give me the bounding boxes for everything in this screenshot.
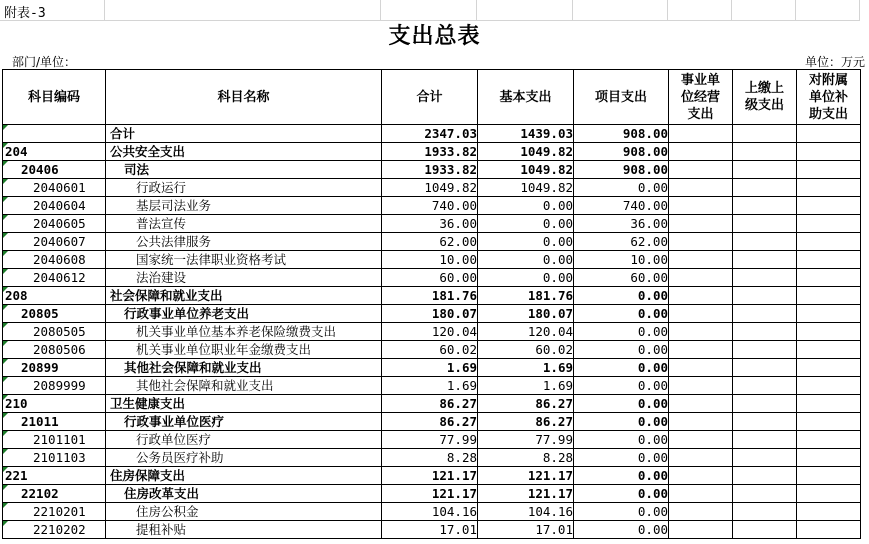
cell-subsidy[interactable] [797, 359, 861, 377]
cell-remit[interactable] [733, 161, 797, 179]
cell-basic[interactable]: 180.07 [478, 305, 574, 323]
cell-project[interactable]: 0.00 [574, 395, 669, 413]
cell-project[interactable]: 908.00 [574, 125, 669, 143]
cell-operating[interactable] [669, 485, 733, 503]
cell[interactable] [381, 0, 477, 21]
cell-code[interactable]: 208 [3, 287, 106, 305]
cell-project[interactable]: 0.00 [574, 521, 669, 539]
cell-name[interactable]: 社会保障和就业支出 [106, 287, 382, 305]
cell-basic[interactable]: 0.00 [478, 215, 574, 233]
table-row [3, 287, 861, 305]
table-row [3, 161, 861, 179]
cell-total[interactable]: 60.00 [382, 269, 478, 287]
cell-total[interactable]: 1933.82 [382, 161, 478, 179]
cell-remit[interactable] [733, 485, 797, 503]
unit-label: 单位：万元 [804, 55, 865, 69]
cell-subsidy[interactable] [797, 269, 861, 287]
cell-basic[interactable]: 1.69 [478, 377, 574, 395]
cell-project[interactable]: 0.00 [574, 485, 669, 503]
cell-remit[interactable] [733, 197, 797, 215]
cell-operating[interactable] [669, 161, 733, 179]
cell-basic[interactable]: 120.04 [478, 323, 574, 341]
table-row [3, 413, 861, 431]
cell-subsidy[interactable] [797, 395, 861, 413]
cell-name[interactable]: 行政运行 [106, 179, 382, 197]
cell-name[interactable]: 住房公积金 [106, 503, 382, 521]
cell-total[interactable]: 180.07 [382, 305, 478, 323]
cell-subsidy[interactable] [797, 467, 861, 485]
cell-code[interactable] [3, 125, 106, 143]
cell-basic[interactable]: 1049.82 [478, 161, 574, 179]
cell-name[interactable]: 行政事业单位养老支出 [106, 305, 382, 323]
cell-code[interactable]: 2101101 [3, 431, 106, 449]
cell-project[interactable]: 60.00 [574, 269, 669, 287]
cell-operating[interactable] [669, 431, 733, 449]
cell-basic[interactable]: 77.99 [478, 431, 574, 449]
table-row [3, 305, 861, 323]
cell-operating[interactable] [669, 323, 733, 341]
cell-code[interactable]: 2040612 [3, 269, 106, 287]
cell-name[interactable]: 基层司法业务 [106, 197, 382, 215]
header-row [3, 70, 861, 125]
cell-code[interactable]: 204 [3, 143, 106, 161]
cell-remit[interactable] [733, 377, 797, 395]
cell-total[interactable]: 62.00 [382, 233, 478, 251]
cell-total[interactable]: 121.17 [382, 467, 478, 485]
table-row [3, 395, 861, 413]
expenditure-table [2, 69, 861, 539]
cell-code[interactable]: 20899 [3, 359, 106, 377]
table-row [3, 431, 861, 449]
cell-total[interactable]: 104.16 [382, 503, 478, 521]
cell-name[interactable]: 其他社会保障和就业支出 [106, 377, 382, 395]
cell-remit[interactable] [733, 233, 797, 251]
cell-operating[interactable] [669, 287, 733, 305]
cell-code[interactable]: 2080506 [3, 341, 106, 359]
cell-operating[interactable] [669, 197, 733, 215]
cell-code[interactable]: 2089999 [3, 377, 106, 395]
cell-project[interactable]: 0.00 [574, 431, 669, 449]
cell-basic[interactable]: 0.00 [478, 251, 574, 269]
cell-remit[interactable] [733, 503, 797, 521]
cell-basic[interactable]: 86.27 [478, 395, 574, 413]
cell-basic[interactable]: 1049.82 [478, 143, 574, 161]
cell-name[interactable]: 法治建设 [106, 269, 382, 287]
cell-basic[interactable]: 17.01 [478, 521, 574, 539]
cell-code[interactable]: 2040608 [3, 251, 106, 269]
cell-name[interactable]: 卫生健康支出 [106, 395, 382, 413]
cell-total[interactable]: 86.27 [382, 395, 478, 413]
cell-operating[interactable] [669, 125, 733, 143]
cell-total[interactable]: 36.00 [382, 215, 478, 233]
cell-basic[interactable]: 121.17 [478, 485, 574, 503]
table-row [3, 467, 861, 485]
cell-basic[interactable]: 0.00 [478, 233, 574, 251]
cell-operating[interactable] [669, 395, 733, 413]
cell-project[interactable]: 0.00 [574, 359, 669, 377]
cell-code[interactable]: 21011 [3, 413, 106, 431]
cell-total[interactable]: 2347.03 [382, 125, 478, 143]
cell-subsidy[interactable] [797, 503, 861, 521]
cell-operating[interactable] [669, 179, 733, 197]
table-row [3, 503, 861, 521]
cell-basic[interactable]: 8.28 [478, 449, 574, 467]
dept-label: 部门/单位： [12, 55, 77, 69]
top-row [0, 0, 869, 21]
cell[interactable] [477, 0, 573, 21]
cell-total[interactable]: 86.27 [382, 413, 478, 431]
cell-remit[interactable] [733, 287, 797, 305]
cell-remit[interactable] [733, 413, 797, 431]
cell-total[interactable]: 1.69 [382, 359, 478, 377]
cell-remit[interactable] [733, 269, 797, 287]
cell-name[interactable]: 行政单位医疗 [106, 431, 382, 449]
cell-remit[interactable] [733, 359, 797, 377]
cell-operating[interactable] [669, 143, 733, 161]
cell-total[interactable]: 60.02 [382, 341, 478, 359]
cell-operating[interactable] [669, 503, 733, 521]
cell-operating[interactable] [669, 413, 733, 431]
header-total[interactable]: 合计 [382, 70, 478, 125]
cell-subsidy[interactable] [797, 431, 861, 449]
header-name[interactable]: 科目名称 [106, 70, 382, 125]
unit-row [0, 53, 869, 69]
table-row [3, 323, 861, 341]
cell[interactable] [732, 0, 796, 21]
cell-name[interactable]: 司法 [106, 161, 382, 179]
cell-remit[interactable] [733, 125, 797, 143]
cell-code[interactable]: 2040601 [3, 179, 106, 197]
cell-remit[interactable] [733, 431, 797, 449]
cell-total[interactable]: 121.17 [382, 485, 478, 503]
cell-code[interactable]: 2040607 [3, 233, 106, 251]
cell-subsidy[interactable] [797, 485, 861, 503]
cell-remit[interactable] [733, 341, 797, 359]
table-row [3, 251, 861, 269]
cell-operating[interactable] [669, 467, 733, 485]
table-row [3, 197, 861, 215]
cell-project[interactable]: 0.00 [574, 287, 669, 305]
cell-name[interactable]: 住房保障支出 [106, 467, 382, 485]
header-project[interactable]: 项目支出 [574, 70, 669, 125]
cell-subsidy[interactable] [797, 215, 861, 233]
cell-code[interactable]: 221 [3, 467, 106, 485]
cell-total[interactable]: 8.28 [382, 449, 478, 467]
cell-subsidy[interactable] [797, 287, 861, 305]
cell-name[interactable]: 公务员医疗补助 [106, 449, 382, 467]
cell-subsidy[interactable] [797, 521, 861, 539]
table-row [3, 233, 861, 251]
cell-subsidy[interactable] [797, 377, 861, 395]
cell-code[interactable]: 2040604 [3, 197, 106, 215]
cell-name[interactable]: 机关事业单位职业年金缴费支出 [106, 341, 382, 359]
cell-total[interactable]: 740.00 [382, 197, 478, 215]
cell-name[interactable]: 其他社会保障和就业支出 [106, 359, 382, 377]
table-row [3, 359, 861, 377]
cell-project[interactable]: 0.00 [574, 341, 669, 359]
cell-basic[interactable]: 0.00 [478, 269, 574, 287]
table-row [3, 143, 861, 161]
table-row [3, 521, 861, 539]
cell-total[interactable]: 181.76 [382, 287, 478, 305]
cell-name[interactable]: 合计 [106, 125, 382, 143]
header-remit[interactable]: 上缴上级支出 [733, 70, 797, 125]
cell-remit[interactable] [733, 521, 797, 539]
cell[interactable] [796, 0, 860, 21]
cell-project[interactable]: 62.00 [574, 233, 669, 251]
cell-code[interactable]: 2080505 [3, 323, 106, 341]
cell-total[interactable]: 17.01 [382, 521, 478, 539]
cell-total[interactable]: 1933.82 [382, 143, 478, 161]
annex-label: 附表-3 [4, 6, 46, 21]
cell-total[interactable]: 77.99 [382, 431, 478, 449]
cell-project[interactable]: 0.00 [574, 503, 669, 521]
cell-subsidy[interactable] [797, 197, 861, 215]
table-row [3, 485, 861, 503]
cell-subsidy[interactable] [797, 143, 861, 161]
cell-operating[interactable] [669, 449, 733, 467]
cell-subsidy[interactable] [797, 251, 861, 269]
cell-code[interactable]: 2210201 [3, 503, 106, 521]
cell-operating[interactable] [669, 521, 733, 539]
cell-operating[interactable] [669, 377, 733, 395]
table-row [3, 377, 861, 395]
cell-subsidy[interactable] [797, 413, 861, 431]
cell-basic[interactable]: 181.76 [478, 287, 574, 305]
cell-remit[interactable] [733, 305, 797, 323]
cell-operating[interactable] [669, 251, 733, 269]
cell-operating[interactable] [669, 341, 733, 359]
table-row [3, 215, 861, 233]
cell-project[interactable]: 0.00 [574, 305, 669, 323]
header-subsidy[interactable]: 对附属单位补助支出 [797, 70, 861, 125]
cell-name[interactable]: 公共安全支出 [106, 143, 382, 161]
cell-total[interactable]: 1.69 [382, 377, 478, 395]
table-row [3, 341, 861, 359]
cell-code[interactable]: 20406 [3, 161, 106, 179]
cell-operating[interactable] [669, 269, 733, 287]
cell-name[interactable]: 公共法律服务 [106, 233, 382, 251]
cell-subsidy[interactable] [797, 341, 861, 359]
cell-project[interactable]: 908.00 [574, 161, 669, 179]
table-row [3, 125, 861, 143]
cell-project[interactable]: 36.00 [574, 215, 669, 233]
cell-operating[interactable] [669, 215, 733, 233]
cell-name[interactable]: 机关事业单位基本养老保险缴费支出 [106, 323, 382, 341]
cell-remit[interactable] [733, 251, 797, 269]
cell-remit[interactable] [733, 143, 797, 161]
cell-name[interactable]: 住房改革支出 [106, 485, 382, 503]
cell-subsidy[interactable] [797, 125, 861, 143]
cell-remit[interactable] [733, 215, 797, 233]
cell-subsidy[interactable] [797, 323, 861, 341]
cell-remit[interactable] [733, 179, 797, 197]
header-operating[interactable]: 事业单位经营支出 [669, 70, 733, 125]
cell-name[interactable]: 国家统一法律职业资格考试 [106, 251, 382, 269]
header-basic[interactable]: 基本支出 [478, 70, 574, 125]
cell[interactable] [668, 0, 732, 21]
cell-basic[interactable]: 104.16 [478, 503, 574, 521]
cell-code[interactable]: 210 [3, 395, 106, 413]
cell-subsidy[interactable] [797, 179, 861, 197]
cell-total[interactable]: 10.00 [382, 251, 478, 269]
cell-name[interactable]: 行政事业单位医疗 [106, 413, 382, 431]
cell-subsidy[interactable] [797, 305, 861, 323]
cell-subsidy[interactable] [797, 161, 861, 179]
table-row [3, 179, 861, 197]
cell-project[interactable]: 10.00 [574, 251, 669, 269]
cell-code[interactable]: 2210202 [3, 521, 106, 539]
cell-remit[interactable] [733, 395, 797, 413]
page-title: 支出总表 [388, 24, 481, 49]
cell-name[interactable]: 普法宣传 [106, 215, 382, 233]
cell-project[interactable]: 0.00 [574, 449, 669, 467]
cell-basic[interactable]: 86.27 [478, 413, 574, 431]
cell-basic[interactable]: 0.00 [478, 197, 574, 215]
header-code[interactable]: 科目编码 [3, 70, 106, 125]
cell-code[interactable]: 20805 [3, 305, 106, 323]
cell-code[interactable]: 2101103 [3, 449, 106, 467]
cell-operating[interactable] [669, 305, 733, 323]
cell[interactable] [105, 0, 381, 21]
cell-subsidy[interactable] [797, 449, 861, 467]
cell-project[interactable]: 0.00 [574, 413, 669, 431]
cell-code[interactable]: 22102 [3, 485, 106, 503]
cell-basic[interactable]: 1439.03 [478, 125, 574, 143]
cell-basic[interactable]: 121.17 [478, 467, 574, 485]
cell-project[interactable]: 0.00 [574, 467, 669, 485]
cell-operating[interactable] [669, 233, 733, 251]
cell-code[interactable]: 2040605 [3, 215, 106, 233]
cell-operating[interactable] [669, 359, 733, 377]
cell-basic[interactable]: 60.02 [478, 341, 574, 359]
cell-remit[interactable] [733, 467, 797, 485]
cell-basic[interactable]: 1.69 [478, 359, 574, 377]
cell-remit[interactable] [733, 449, 797, 467]
cell-subsidy[interactable] [797, 233, 861, 251]
cell-basic[interactable]: 1049.82 [478, 179, 574, 197]
cell-total[interactable]: 120.04 [382, 323, 478, 341]
cell-total[interactable]: 1049.82 [382, 179, 478, 197]
cell-remit[interactable] [733, 323, 797, 341]
cell-project[interactable]: 0.00 [574, 323, 669, 341]
cell-project[interactable]: 0.00 [574, 377, 669, 395]
cell-name[interactable]: 提租补贴 [106, 521, 382, 539]
cell-project[interactable]: 0.00 [574, 179, 669, 197]
table-row [3, 269, 861, 287]
table-row [3, 449, 861, 467]
cell-project[interactable]: 740.00 [574, 197, 669, 215]
cell[interactable] [573, 0, 668, 21]
cell-project[interactable]: 908.00 [574, 143, 669, 161]
